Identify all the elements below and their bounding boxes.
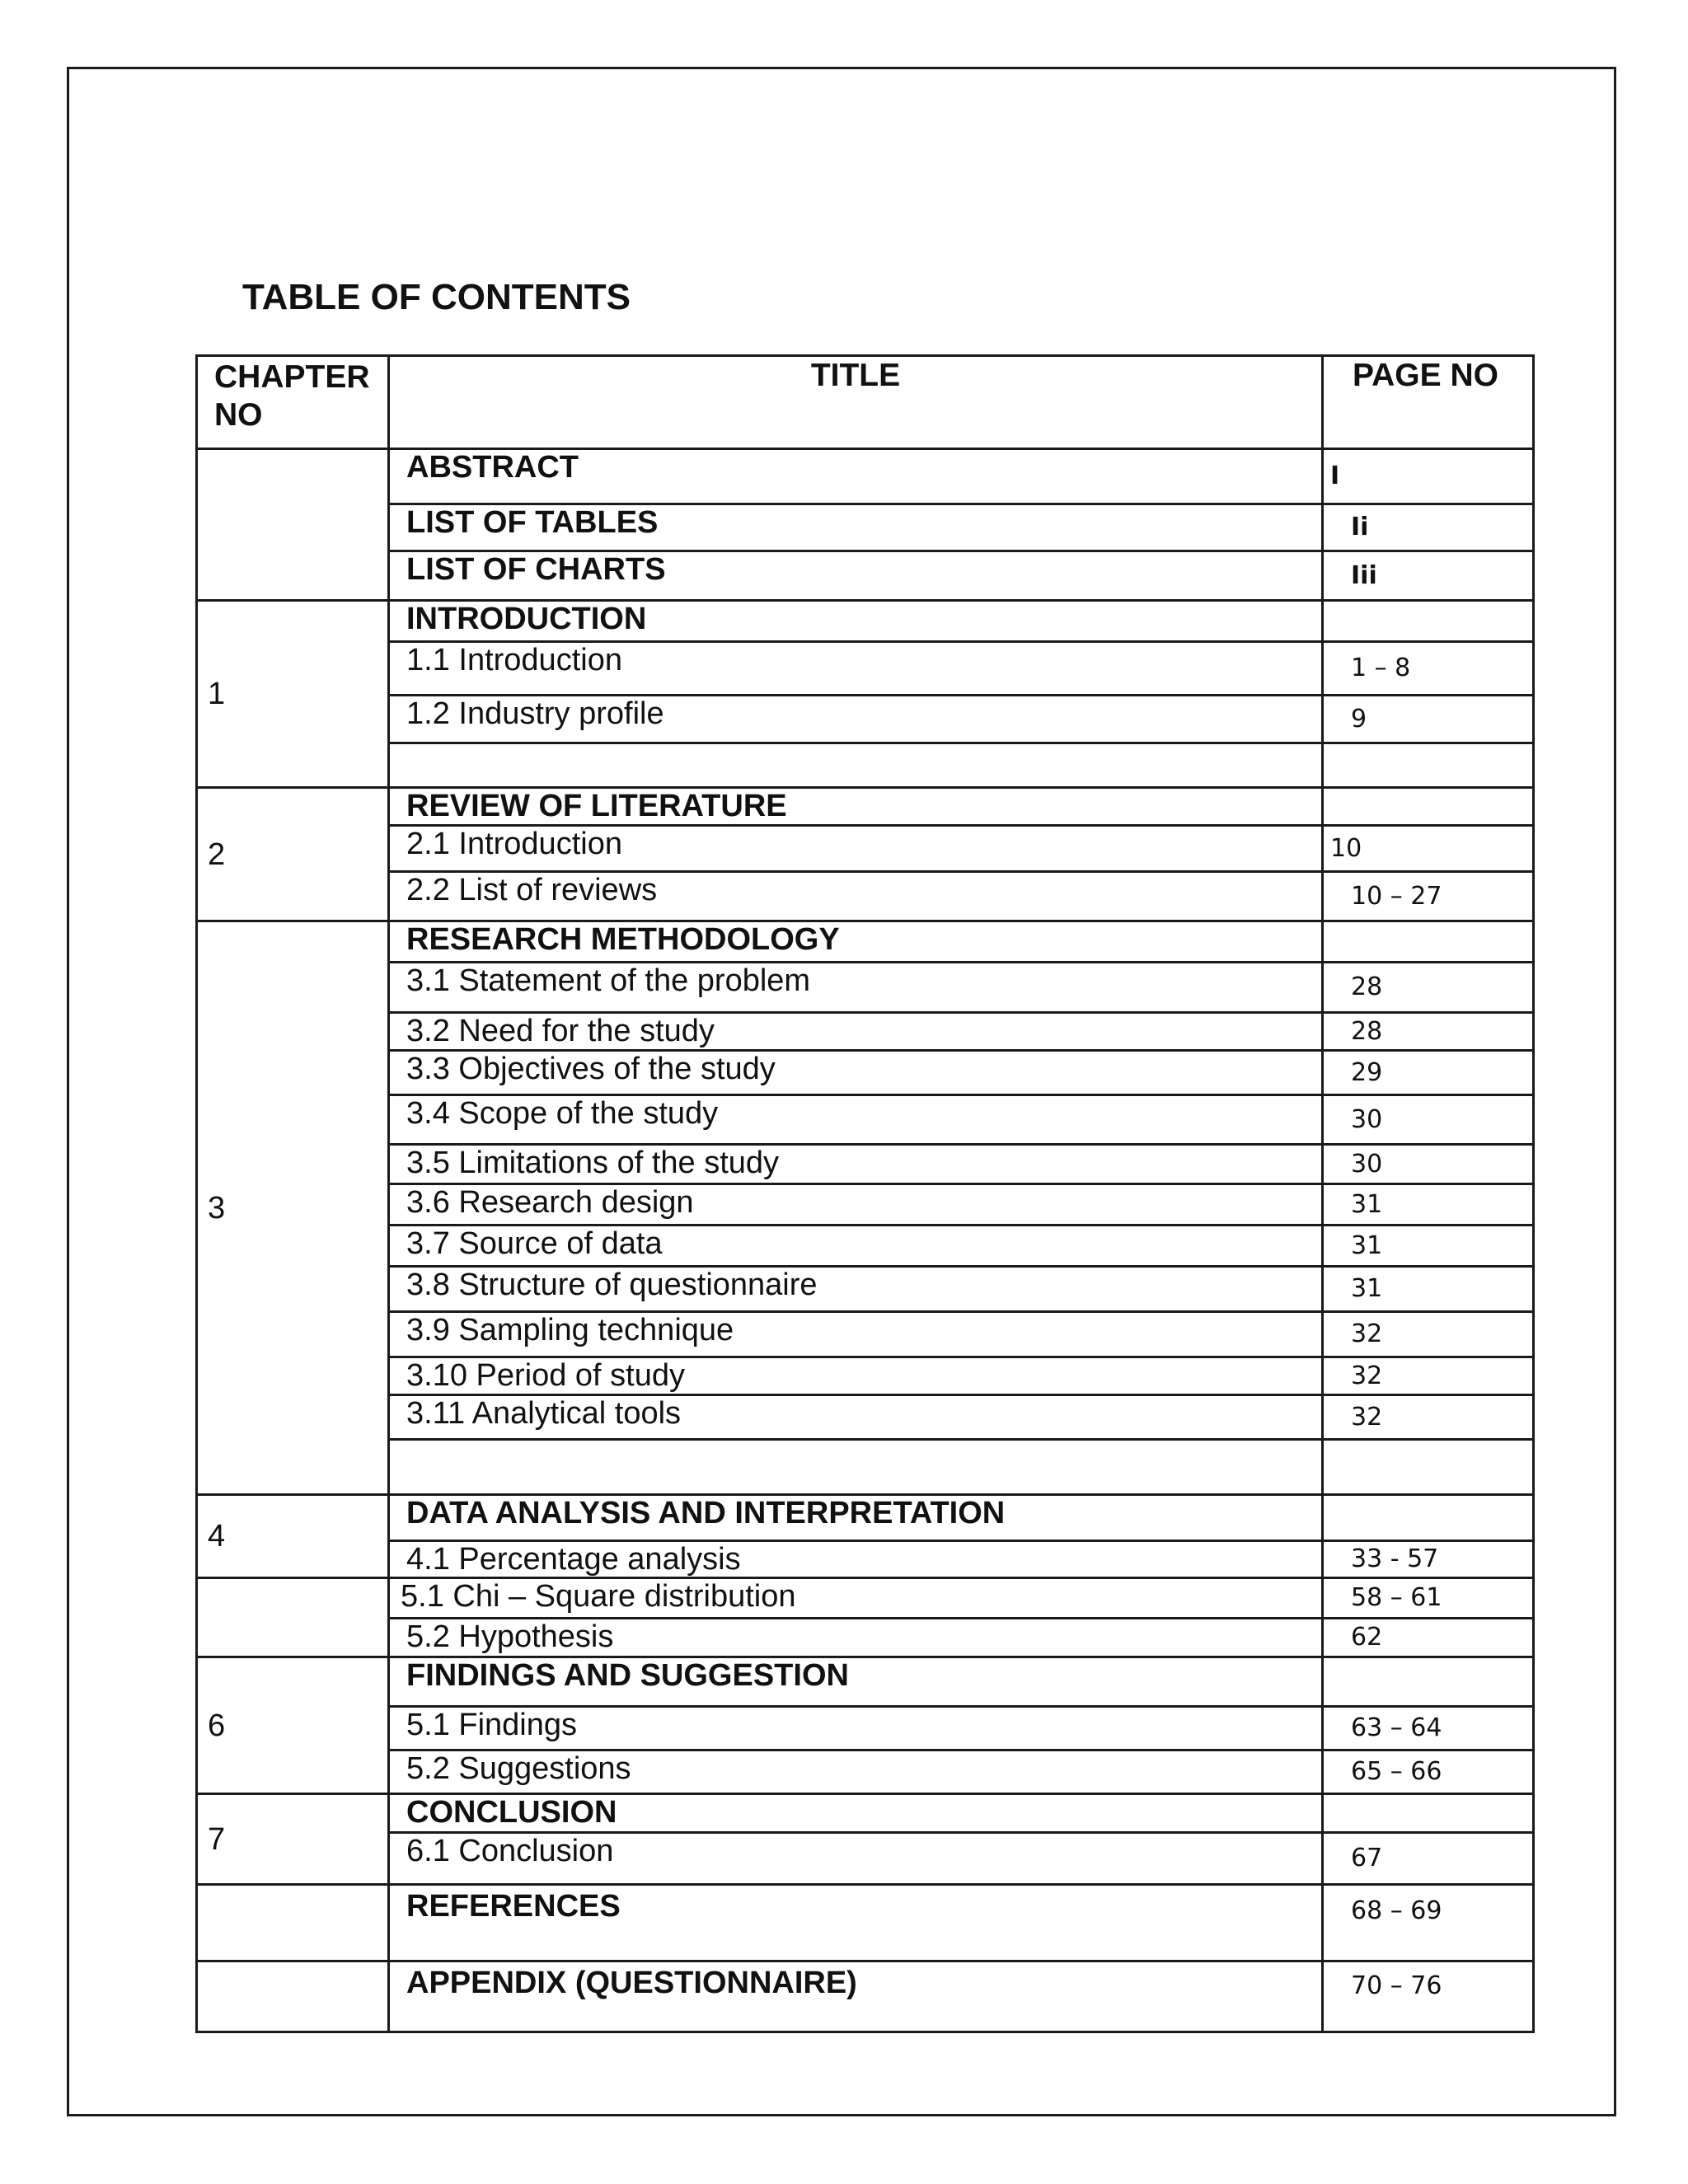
row-page: 70 – 76: [1323, 1961, 1534, 2032]
table-row: [197, 1619, 1534, 1657]
table-row: [197, 1578, 1534, 1619]
table-row: [197, 1657, 1534, 1707]
table-row: [197, 449, 1534, 504]
row-title: 5.1 Chi – Square distribution: [389, 1578, 1323, 1619]
table-row: [197, 551, 1534, 601]
table-row: [197, 1440, 1534, 1495]
chapter-cell-empty: [197, 449, 389, 601]
row-title: 4.1 Percentage analysis: [389, 1541, 1323, 1578]
row-title: 3.5 Limitations of the study: [389, 1145, 1323, 1184]
table-row: [197, 1051, 1534, 1095]
table-row: [197, 601, 1534, 642]
row-page: 31: [1323, 1267, 1534, 1312]
row-page: 63 – 64: [1323, 1707, 1534, 1750]
row-page: 31: [1323, 1184, 1534, 1226]
row-page: [1323, 788, 1534, 826]
row-page: 32: [1323, 1395, 1534, 1440]
row-title: 5.1 Findings: [389, 1707, 1323, 1750]
row-title: 3.3 Objectives of the study: [389, 1051, 1323, 1095]
header-page-no: PAGE NO: [1323, 356, 1534, 449]
row-page: [1323, 601, 1534, 642]
row-page: 9: [1323, 696, 1534, 743]
chapter-number: 3: [197, 921, 389, 1495]
row-title: 1.2 Industry profile: [389, 696, 1323, 743]
chapter-number: 6: [197, 1657, 389, 1794]
table-row: [197, 1395, 1534, 1440]
table-row: [197, 743, 1534, 788]
row-page: 65 – 66: [1323, 1750, 1534, 1794]
row-page: 28: [1323, 1013, 1534, 1051]
row-title: CONCLUSION: [389, 1794, 1323, 1833]
row-title: ABSTRACT: [389, 449, 1323, 504]
row-page: 10: [1323, 826, 1534, 872]
row-title: 3.4 Scope of the study: [389, 1095, 1323, 1145]
row-page: 31: [1323, 1226, 1534, 1267]
row-title: [389, 743, 1323, 788]
chapter-number: 1: [197, 601, 389, 788]
table-row: [197, 963, 1534, 1013]
row-page: I: [1323, 449, 1534, 504]
row-page: 58 – 61: [1323, 1578, 1534, 1619]
table-row: [197, 921, 1534, 963]
table-row: [197, 1267, 1534, 1312]
table-row: [197, 1750, 1534, 1794]
chapter-number: 7: [197, 1794, 389, 1885]
chapter-number: 2: [197, 788, 389, 921]
header-chapter-no: CHAPTER NO: [197, 356, 389, 449]
row-title: [389, 1440, 1323, 1495]
table-row: [197, 1013, 1534, 1051]
table-row: [197, 1495, 1534, 1541]
table-row: [197, 1961, 1534, 2032]
table-row: [197, 696, 1534, 743]
row-page: 32: [1323, 1357, 1534, 1395]
row-title: DATA ANALYSIS AND INTERPRETATION: [389, 1495, 1323, 1541]
row-title: 3.7 Source of data: [389, 1226, 1323, 1267]
chapter-cell-empty: [197, 1578, 389, 1657]
row-page: 30: [1323, 1145, 1534, 1184]
table-row: [197, 788, 1534, 826]
table-row: [197, 1794, 1534, 1833]
table-row: [197, 1357, 1534, 1395]
row-title: 3.9 Sampling technique: [389, 1312, 1323, 1357]
chapter-cell-empty: [197, 1961, 389, 2032]
row-title: 3.8 Structure of questionnaire: [389, 1267, 1323, 1312]
row-title: REFERENCES: [389, 1885, 1323, 1961]
row-title: INTRODUCTION: [389, 601, 1323, 642]
row-page: [1323, 1657, 1534, 1707]
toc-table: [195, 354, 1535, 2033]
chapter-number: 4: [197, 1495, 389, 1578]
table-row: [197, 1885, 1534, 1961]
row-page: 67: [1323, 1833, 1534, 1885]
row-title: 1.1 Introduction: [389, 642, 1323, 696]
row-page: [1323, 1794, 1534, 1833]
row-page: 29: [1323, 1051, 1534, 1095]
header-title: TITLE: [389, 356, 1323, 449]
row-page: [1323, 743, 1534, 788]
row-page: 68 – 69: [1323, 1885, 1534, 1961]
row-title: 2.1 Introduction: [389, 826, 1323, 872]
row-title: LIST OF CHARTS: [389, 551, 1323, 601]
table-row: [197, 1833, 1534, 1885]
row-page: [1323, 1440, 1534, 1495]
header-row: [197, 356, 1534, 449]
row-page: 10 – 27: [1323, 872, 1534, 921]
row-title: FINDINGS AND SUGGESTION: [389, 1657, 1323, 1707]
table-row: [197, 504, 1534, 551]
row-title: RESEARCH METHODOLOGY: [389, 921, 1323, 963]
row-page: 1 – 8: [1323, 642, 1534, 696]
row-title: 3.10 Period of study: [389, 1357, 1323, 1395]
table-row: [197, 642, 1534, 696]
row-title: 5.2 Hypothesis: [389, 1619, 1323, 1657]
table-row: [197, 1707, 1534, 1750]
row-page: 30: [1323, 1095, 1534, 1145]
table-row: [197, 826, 1534, 872]
table-row: [197, 1541, 1534, 1578]
row-title: 2.2 List of reviews: [389, 872, 1323, 921]
row-title: 3.6 Research design: [389, 1184, 1323, 1226]
row-page: Ii: [1323, 504, 1534, 551]
row-title: REVIEW OF LITERATURE: [389, 788, 1323, 826]
row-page: [1323, 921, 1534, 963]
row-page: 33 - 57: [1323, 1541, 1534, 1578]
row-page: Iii: [1323, 551, 1534, 601]
table-row: [197, 1145, 1534, 1184]
table-row: [197, 1184, 1534, 1226]
row-title: APPENDIX (QUESTIONNAIRE): [389, 1961, 1323, 2032]
table-row: [197, 1312, 1534, 1357]
page-title: TABLE OF CONTENTS: [242, 277, 631, 317]
row-title: 6.1 Conclusion: [389, 1833, 1323, 1885]
row-title: LIST OF TABLES: [389, 504, 1323, 551]
row-title: 5.2 Suggestions: [389, 1750, 1323, 1794]
row-page: [1323, 1495, 1534, 1541]
chapter-cell-empty: [197, 1885, 389, 1961]
table-row: [197, 872, 1534, 921]
row-page: 28: [1323, 963, 1534, 1013]
row-title: 3.11 Analytical tools: [389, 1395, 1323, 1440]
row-page: 32: [1323, 1312, 1534, 1357]
table-row: [197, 1226, 1534, 1267]
table-row: [197, 1095, 1534, 1145]
row-title: 3.2 Need for the study: [389, 1013, 1323, 1051]
row-title: 3.1 Statement of the problem: [389, 963, 1323, 1013]
row-page: 62: [1323, 1619, 1534, 1657]
